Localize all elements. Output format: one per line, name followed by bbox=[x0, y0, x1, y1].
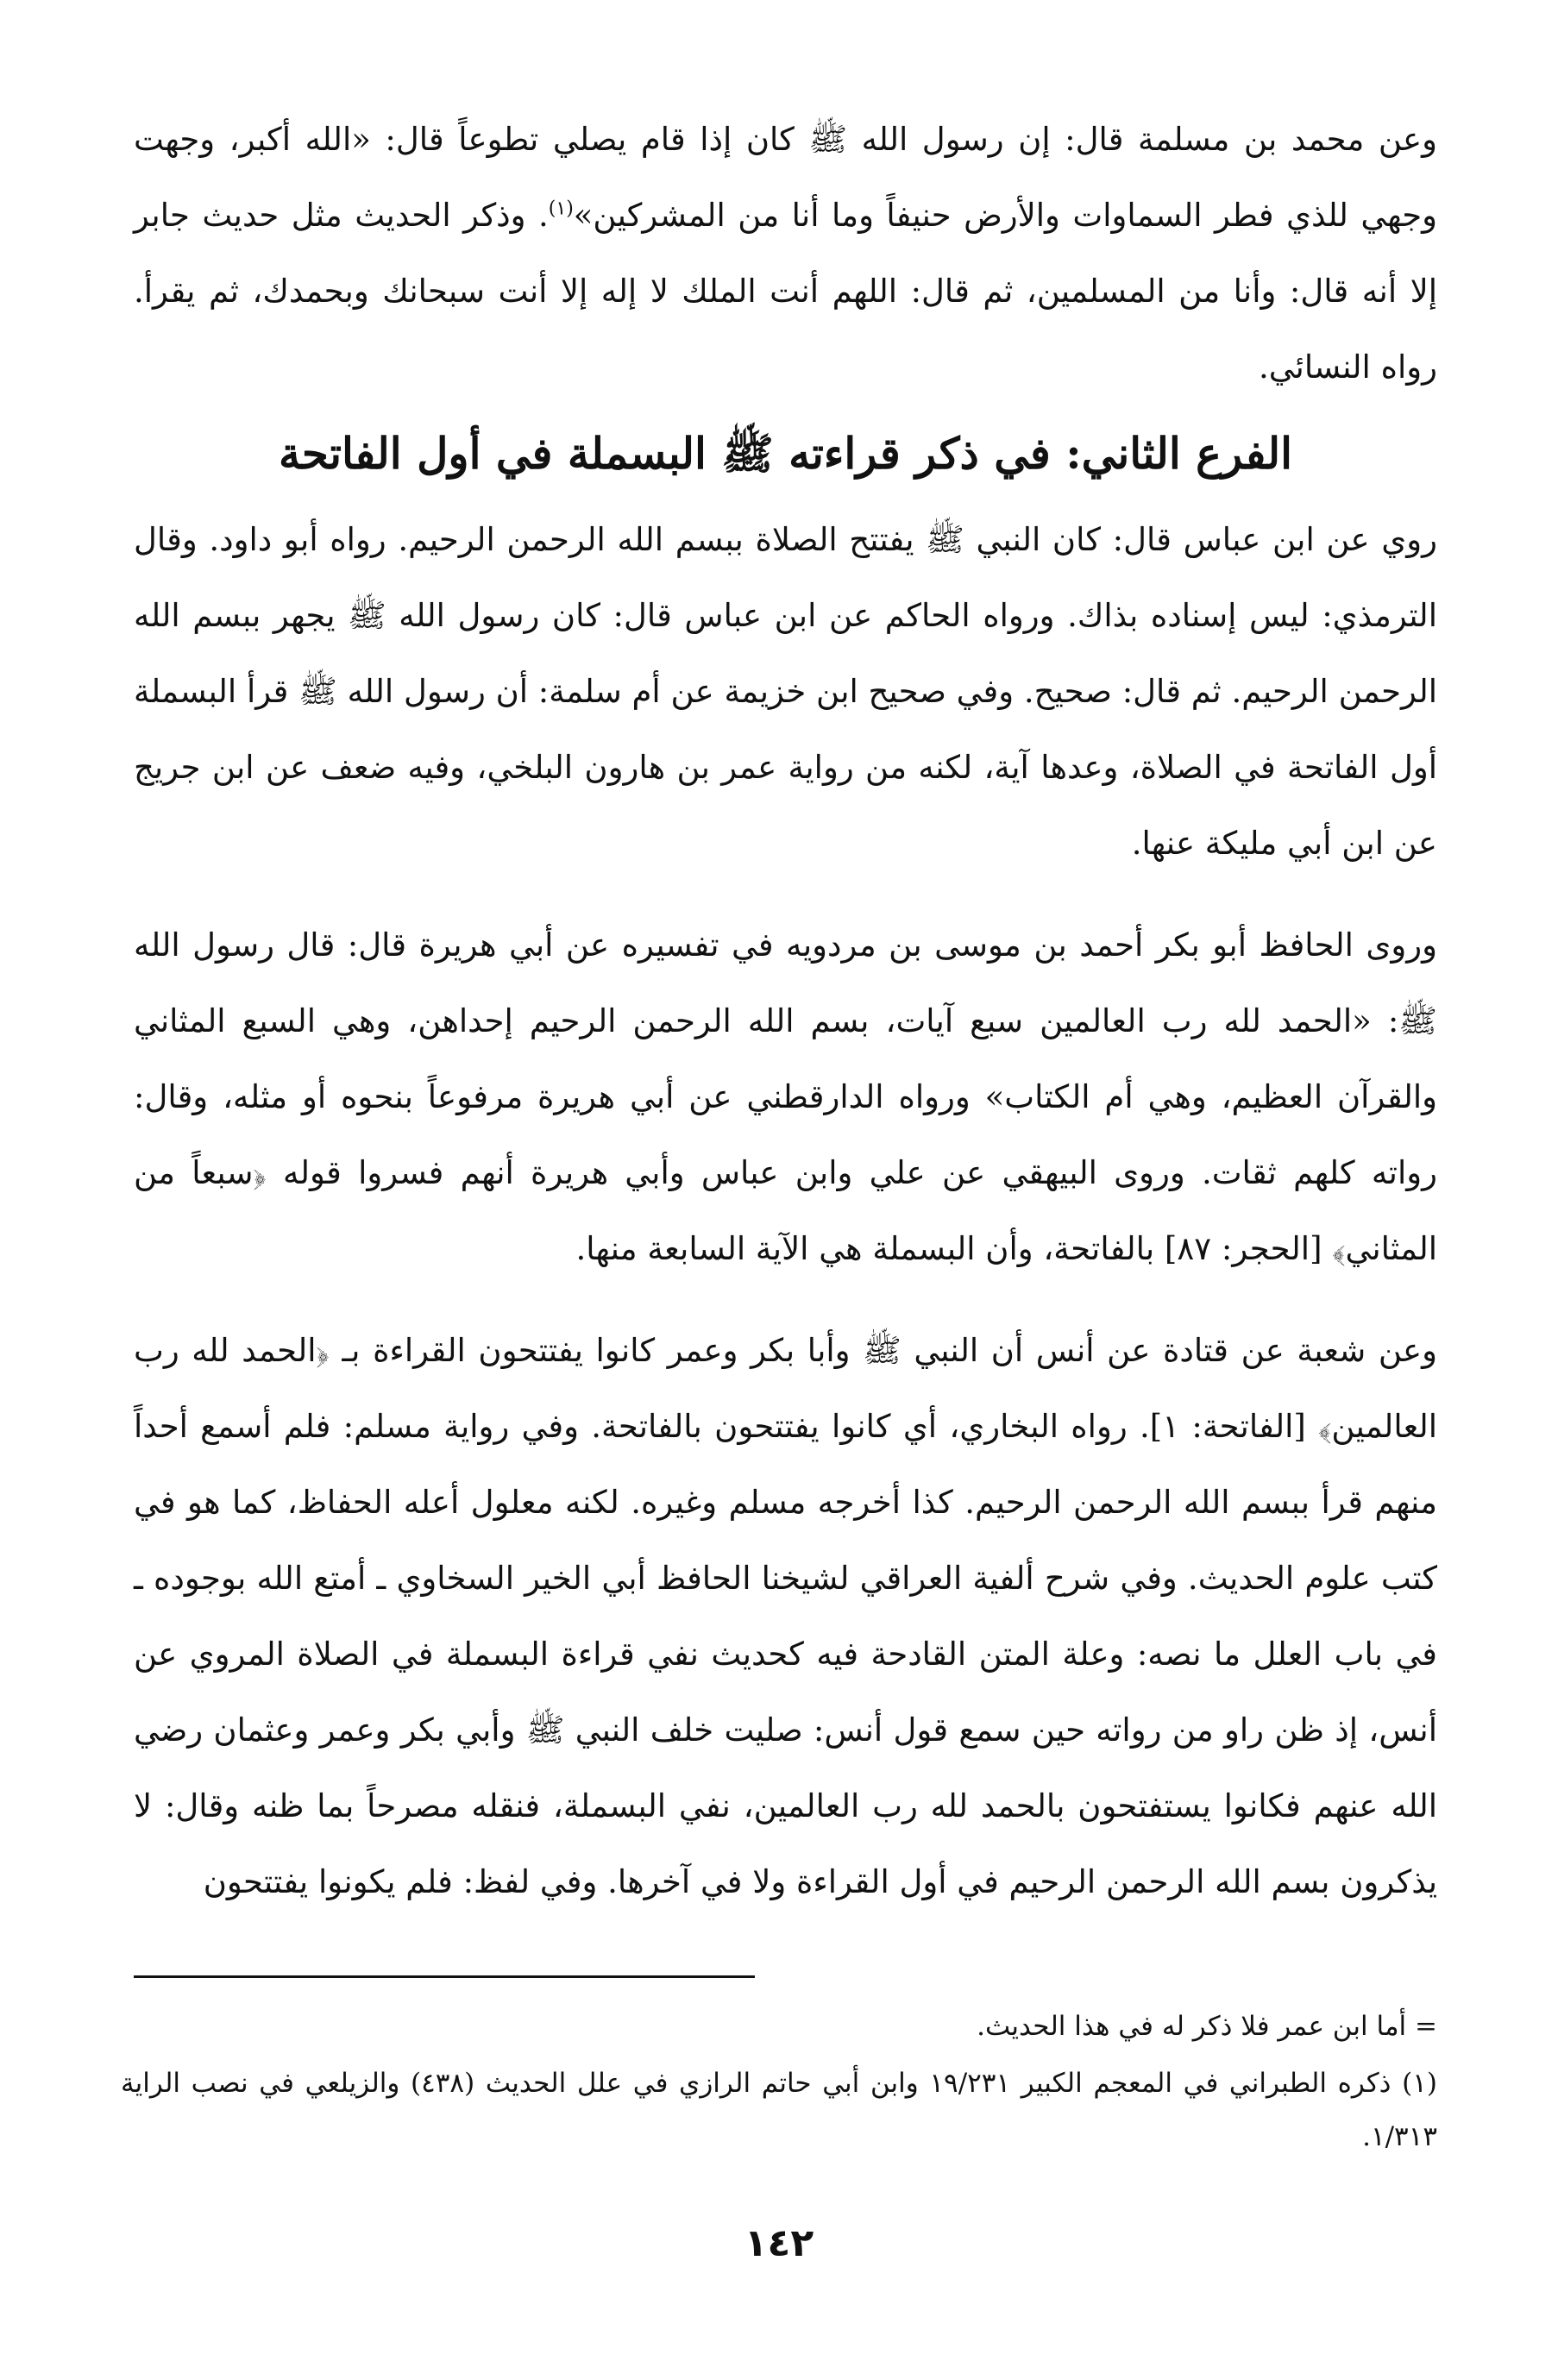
footnote-ref-1[interactable]: (١) bbox=[548, 198, 574, 220]
section-heading: الفرع الثاني: في ذكر قراءته ﷺ البسملة في أول الفاتحة bbox=[279, 428, 1292, 479]
footnote-divider bbox=[134, 1975, 755, 1978]
footnote-1: (١) ذكره الطبراني في المعجم الكبير ١٩/٢٣١ وابن أبي حاتم الرازي في علل الحديث (٤٣٨) والزيلعي في نصب الراية ١/٣١٣. bbox=[121, 2068, 1437, 2152]
paragraph-1 bbox=[134, 102, 1437, 405]
page-number: ١٤٢ bbox=[744, 2221, 814, 2265]
footnote-continuation: = أما ابن عمر فلا ذكر له في هذا الحديث. bbox=[977, 2011, 1437, 2042]
paragraph-2: روي عن ابن عباس قال: كان النبي ﷺ يفتتح الصلاة ببسم الله الرحمن الرحيم. رواه أبو داود. وقال الترمذي: ليس إسناده بذاك. ورواه الحاكم عن ابن عباس قال: كان رسول الله ﷺ يجهر ببسم الله الرحمن الرحيم. ثم قال: صحيح. وفي صحيح ابن خزيمة عن أم سلمة: أن رسول الله ﷺ قرأ البسملة أول الفاتحة في الصلاة، وعدها آية، لكنه من رواية عمر بن هارون البلخي، وفيه ضعف عن ابن جريج عن ابن أبي مليكة عنها. bbox=[134, 521, 1437, 862]
footnotes bbox=[121, 2000, 1437, 2163]
paragraph-1-text: وعن محمد بن مسلمة قال: إن رسول الله ﷺ كان إذا قام يصلي تطوعاً قال: «الله أكبر، وجهت وجهي للذي فطر السماوات والأرض حنيفاً وما أنا من المشركين» bbox=[134, 121, 1437, 234]
paragraph-4: وعن شعبة عن قتادة عن أنس أن النبي ﷺ وأبا بكر وعمر كانوا يفتتحون القراءة بـ ﴿الحمد لله رب العالمين﴾ [الفاتحة: ١]. رواه البخاري، أي كانوا يفتتحون بالفاتحة. وفي رواية مسلم: فلم أسمع أحداً منهم قرأ ببسم الله الرحمن الرحيم. كذا أخرجه مسلم وغيره. لكنه معلول أعله الحفاظ، كما هو في كتب علوم الحديث. وفي شرح ألفية العراقي لشيخنا الحافظ أبي الخير السخاوي ـ أمتع الله بوجوده ـ في باب العلل ما نصه: وعلة المتن القادحة فيه كحديث نفي قراءة البسملة في الصلاة المروي عن أنس، إذ ظن راو من رواته حين سمع قول أنس: صليت خلف النبي ﷺ وأبي بكر وعمر وعثمان رضي الله عنهم فكانوا يستفتحون بالحمد لله رب العالمين، نفي البسملة، فنقله مصرحاً بما ظنه وقال: لا يذكرون بسم الله الرحمن الرحيم في أول القراءة ولا في آخرها. وفي لفظ: فلم يكونوا يفتتحون bbox=[134, 1332, 1437, 1900]
paragraph-3: وروى الحافظ أبو بكر أحمد بن موسى بن مردويه في تفسيره عن أبي هريرة قال: قال رسول الله ﷺ: «الحمد لله رب العالمين سبع آيات، بسم الله الرحمن الرحيم إحداهن، وهي السبع المثاني والقرآن العظيم، وهي أم الكتاب» ورواه الدارقطني عن أبي هريرة مرفوعاً بنحوه أو مثله، وقال: رواته كلهم ثقات. وروى البيهقي عن علي وابن عباس وأبي هريرة أنهم فسروا قوله ﴿سبعاً من المثاني﴾ [الحجر: ٨٧] بالفاتحة، وأن البسملة هي الآية السابعة منها. bbox=[134, 926, 1437, 1267]
paragraph-1-tail: . وذكر الحديث مثل حديث جابر إلا أنه قال: وأنا من المسلمين، ثم قال: اللهم أنت الملك لا إله إلا أنت سبحانك وبحمدك، ثم يقرأ. رواه النسائي. bbox=[134, 197, 1437, 386]
main-text bbox=[134, 102, 1437, 1920]
